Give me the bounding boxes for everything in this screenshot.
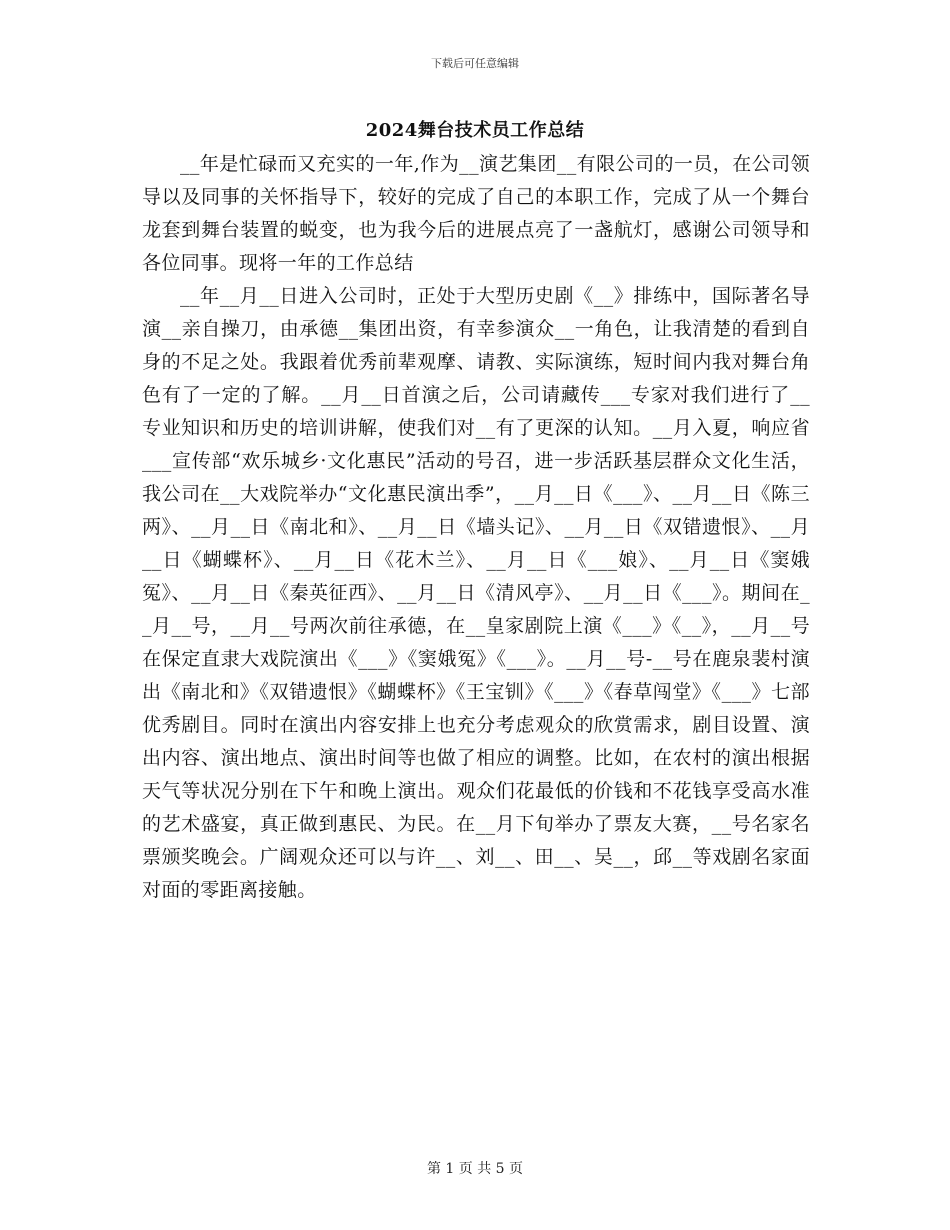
document-body — [142, 148, 810, 907]
paragraph-intro: __年是忙碌而又充实的一年,作为__演艺集团__有限公司的一员，在公司领导以及同事的关怀指导下，较好的完成了自己的本职工作，完成了从一个舞台龙套到舞台装置的蜕变，也为我今后的进展点亮了一盏航灯，感谢公司领导和各位同事。现将一年的工作总结 — [142, 153, 810, 274]
paragraph-main: __年__月__日进入公司时，正处于大型历史剧《__》排练中，国际著名导演__亲自操刀，由承德__集团出资，有幸参演众__一角色，让我清楚的看到自身的不足之处。我跟着优秀前辈观摩、请教、实际演练，短时间内我对舞台角色有了一定的了解。__月__日首演之后，公司请藏传___专家对我们进行了__专业知识和历史的培训讲解，使我们对__有了更深的认知。__月入夏，响应省___宣传部“欢乐城乡·文化惠民”活动的号召，进一步活跃基层群众文化生活，我公司在__大戏院举办“文化惠民演出季”，__月__日《___》、__月__日《陈三两》、__月__日《南北和》、__月__日《墙头记》、__月__日《双错遗恨》、__月__日《蝴蝶杯》、__月__日《花木兰》、__月__日《___娘》、__月__日《窦娥冤》、__月__日《秦英征西》、__月__日《清风亭》、__月__日《___》。期间在__月__号，__月__号两次前往承德，在__皇家剧院上演《___》《__》，__月__号在保定直隶大戏院演出《___》《窦娥冤》《___》。__月__号-__号在鹿泉裴村演出《南北和》《双错遗恨》《蝴蝶杯》《王宝钏》《___》《春草闯堂》《___》七部优秀剧目。同时在演出内容安排上也充分考虑观众的欣赏需求，剧目设置、演出内容、演出地点、演出时间等也做了相应的调整。比如，在农村的演出根据天气等状况分别在下午和晚上演出。观众们花最低的价钱和不花钱享受高水准的艺术盛宴，真正做到惠民、为民。在__月下旬举办了票友大赛，__号名家名票颁奖晚会。广阔观众还可以与许__、刘__、田__、吴__，邱__等戏剧名家面对面的零距离接触。 — [142, 285, 810, 901]
page-number: 第 1 页 共 5 页 — [426, 1161, 524, 1177]
document-title: 2024舞台技术员工作总结 — [365, 120, 585, 141]
page-header-note: 下载后可任意编辑 — [431, 57, 519, 70]
